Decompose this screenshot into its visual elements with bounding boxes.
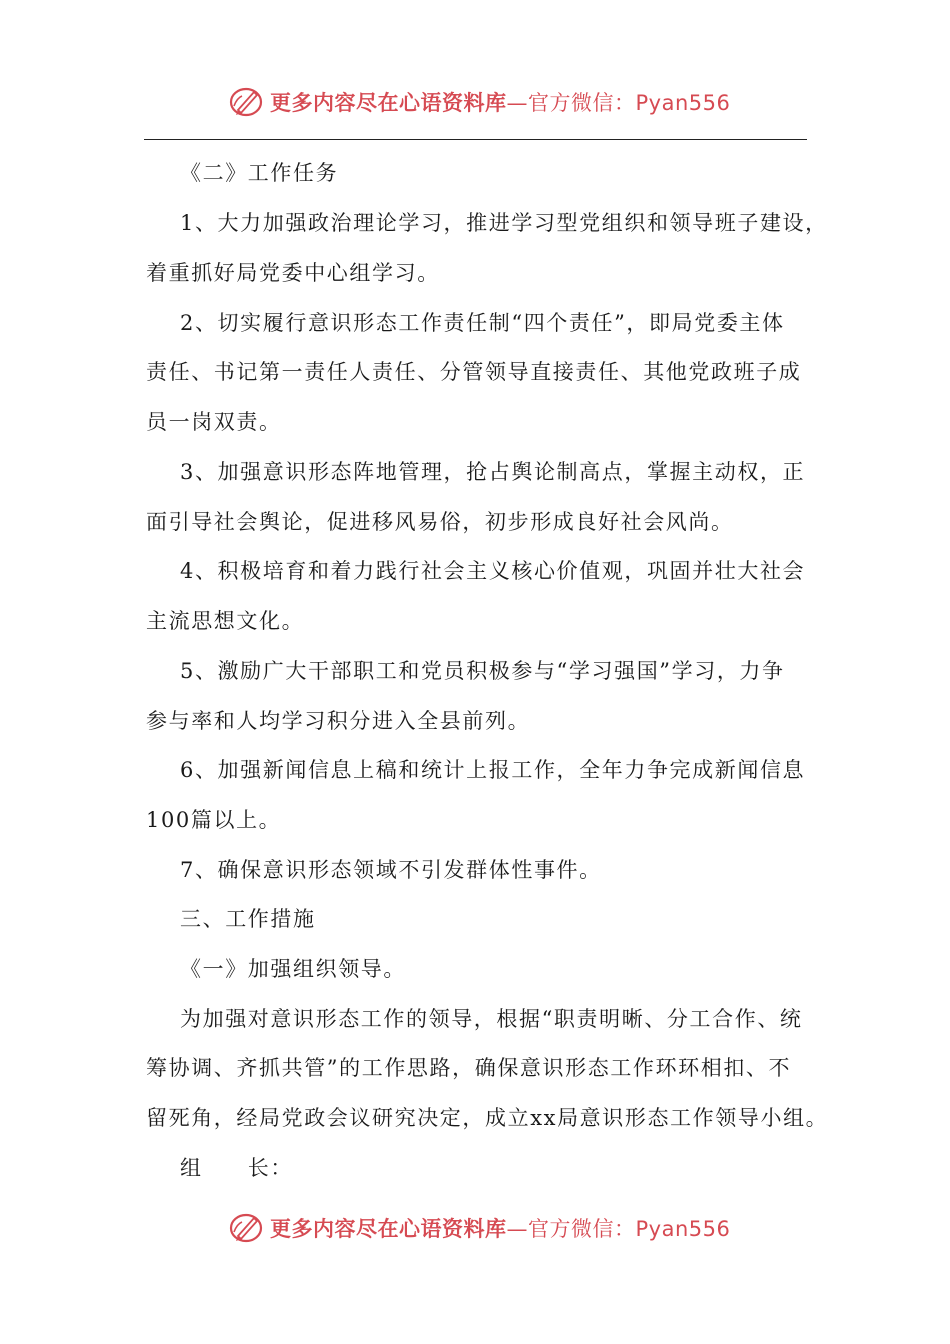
banner-wechat-text: 官方微信：Pyan556	[528, 91, 731, 115]
banner-cn-text: 更多内容尽在心语资料库	[270, 91, 507, 115]
paragraph-line: 着重抓好局党委中心组学习。	[146, 261, 440, 285]
banner-wechat-text: 官方微信：Pyan556	[528, 1217, 731, 1241]
paragraph-line: 责任、书记第一责任人责任、分管领导直接责任、其他党政班子成	[146, 360, 802, 384]
banner-dash: —	[506, 1217, 528, 1241]
header-divider	[144, 139, 807, 140]
paragraph-line: 员一岗双责。	[146, 410, 282, 434]
banner-text	[270, 87, 730, 117]
paragraph-line: 1、大力加强政治理论学习，推进学习型党组织和领导班子建设，	[180, 211, 828, 235]
paragraph-line: 7、确保意识形态领域不引发群体性事件。	[180, 858, 602, 882]
paragraph-line: 为加强对意识形态工作的领导，根据“职责明晰、分工合作、统	[180, 1007, 803, 1031]
pen-logo-icon	[228, 84, 264, 120]
banner-dash: —	[506, 91, 528, 115]
paragraph-line: 2、切实履行意识形态工作责任制“四个责任”，即局党委主体	[180, 311, 785, 335]
paragraph-line: 3、加强意识形态阵地管理，抢占舆论制高点，掌握主动权，正	[180, 460, 806, 484]
section-heading-measures: 三、工作措施	[180, 907, 316, 931]
banner-cn-text: 更多内容尽在心语资料库	[270, 1217, 507, 1241]
paragraph-line: 6、加强新闻信息上稿和统计上报工作，全年力争完成新闻信息	[180, 758, 806, 782]
paragraph-line: 参与率和人均学习积分进入全县前列。	[146, 709, 531, 733]
banner-text	[270, 1213, 730, 1243]
paragraph-line: 筹协调、齐抓共管”的工作思路，确保意识形态工作环环相扣、不	[146, 1056, 792, 1080]
footer-watermark-banner	[0, 1206, 950, 1250]
group-leader-label: 组 长：	[180, 1156, 293, 1180]
pen-logo-icon	[228, 1210, 264, 1246]
paragraph-line: 4、积极培育和着力践行社会主义核心价值观，巩固并壮大社会	[180, 559, 806, 583]
subheading-organization: 《一》加强组织领导。	[180, 957, 406, 981]
header-watermark-banner	[0, 80, 950, 124]
paragraph-line: 面引导社会舆论，促进移风易俗，初步形成良好社会风尚。	[146, 510, 734, 534]
paragraph-line: 主流思想文化。	[146, 609, 305, 633]
paragraph-line: 100篇以上。	[146, 808, 282, 832]
subheading-tasks: 《二》工作任务	[180, 161, 339, 185]
paragraph-line: 留死角，经局党政会议研究决定，成立xx局意识形态工作领导小组。	[146, 1106, 829, 1130]
paragraph-line: 5、激励广大干部职工和党员积极参与“学习强国”学习，力争	[180, 659, 785, 683]
